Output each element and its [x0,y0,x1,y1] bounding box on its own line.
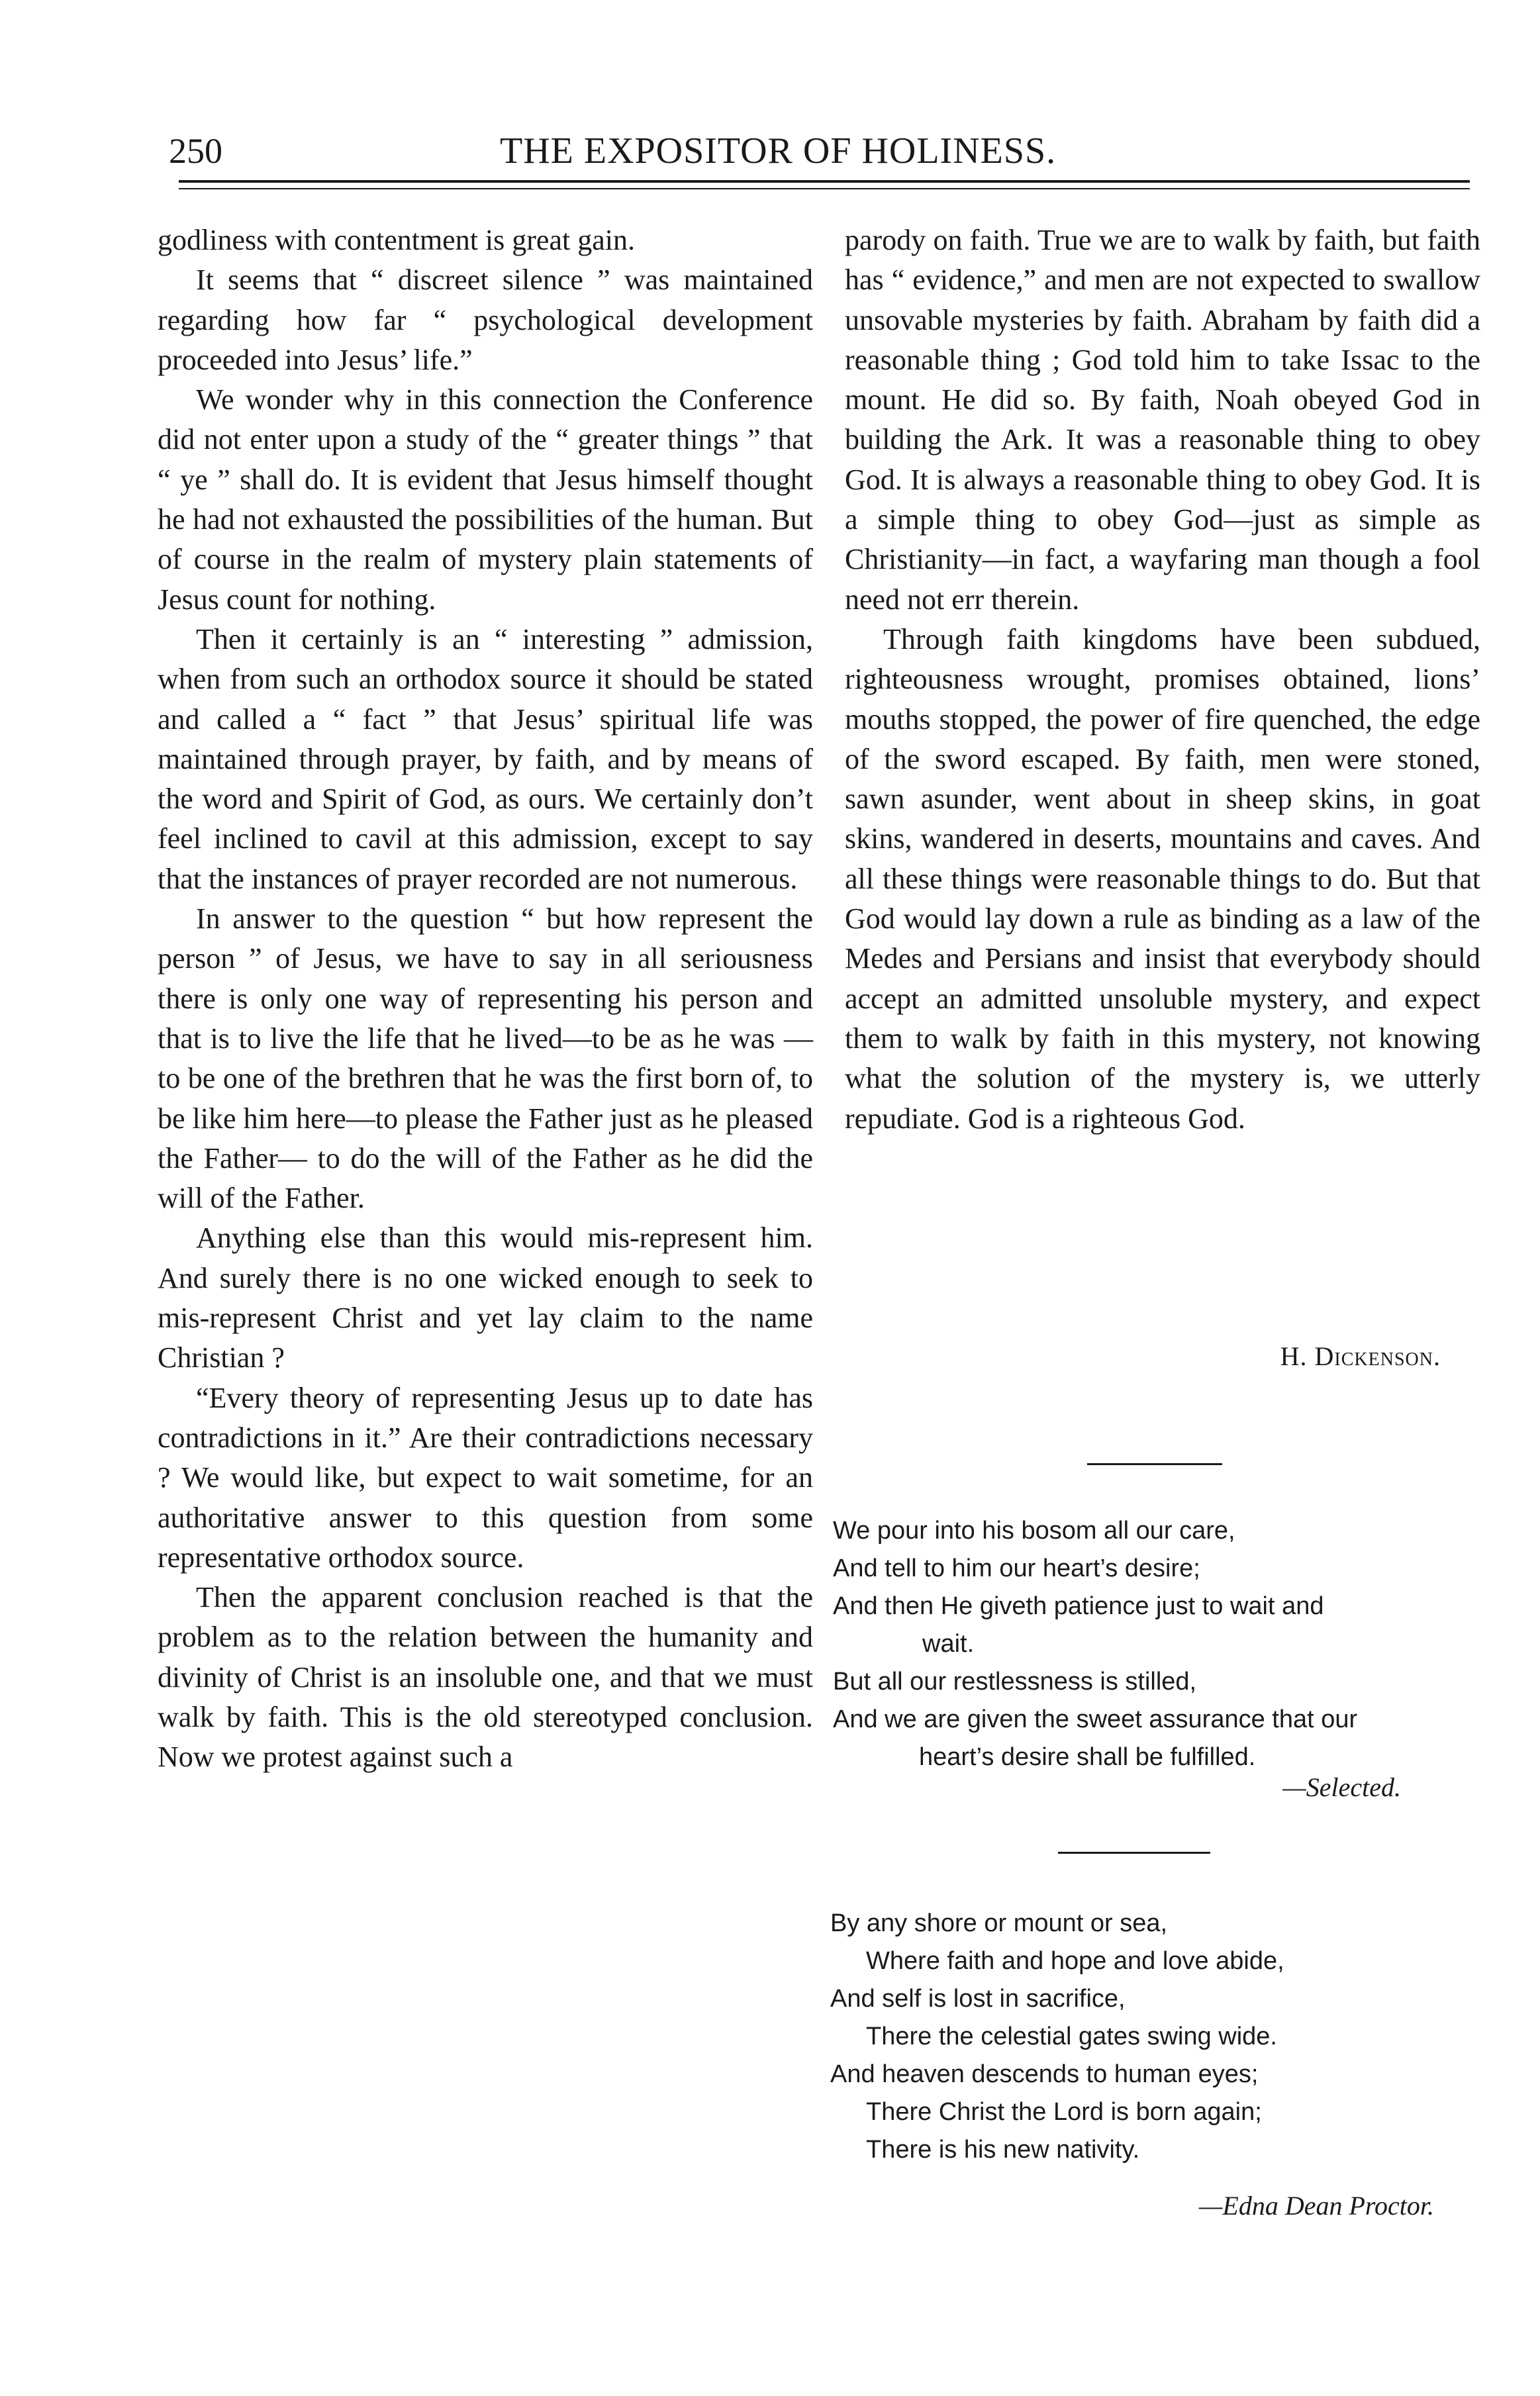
poem-line: There is his new nativity. [866,2136,1140,2164]
poem-line: There the celestial gates swing wide. [866,2023,1277,2050]
page-number: 250 [169,131,222,171]
paragraph: Anything else than this would mis-represent him. And surely there is no one wicked enough to seek to mis-represent Christ and yet lay claim to the name Christian ? [158,1222,813,1374]
poem-selected [833,1512,1482,1776]
paragraph: “Every theory of representing Jesus up to date has contradictions in it.” Are their contradictions necessary ? We would like, but expect to wait sometime, for an authoritative answer to this question from some representative orthodox source. [158,1381,813,1574]
paragraph: parody on faith. True we are to walk by faith, but faith has “ evidence,” and men are not expected to swallow unsovable mysteries by faith. Abraham by faith did a reasonable thing ; God told him to take Issac to the mount. He did so. By faith, Noah obeyed God in building the Ark. It was a reasonable thing to obey God. It is always a reasonable thing to obey God. It is a simple thing to obey God—just as simple as Christianity—in fact, a wayfaring man though a fool need not err therein. [845,224,1480,616]
header-rule-thin [179,188,1470,189]
paragraph: We wonder why in this connection the Conference did not enter upon a study of the “ greater things ” that “ ye ” shall do. It is evident that Jesus himself thought he had not exhausted the possibilities of the human. But of course in the realm of mystery plain statements of Jesus count for nothing. [158,383,813,616]
paragraph: In answer to the question “ but how represent the person ” of Jesus, we have to say in all seriousness there is only one way of representing his person and that is to live the life that he lived—to be as he was —to be one of the brethren that he was the first born of, to be like him here—to please the Father just as he pleased the Father— to do the will of the Father as he did the will of the Father. [158,902,813,1215]
paragraph: godliness with contentment is great gain. [158,224,635,256]
poem-line: And tell to him our heart’s desire; [833,1555,1200,1582]
poem-line: By any shore or mount or sea, [830,1909,1168,1937]
poem-line: We pour into his bosom all our care, [833,1517,1235,1545]
poem-line: Where faith and hope and love abide, [866,1947,1284,1975]
poem-line: And self is lost in sacrifice, [830,1985,1126,2013]
poem-line: But all our restlessness is stilled, [833,1668,1197,1696]
author-signature: H. Dickenson. [1280,1341,1441,1371]
poem-proctor [830,1905,1479,2169]
poem-line: heart’s desire shall be fulfilled. [919,1743,1256,1771]
right-column [845,220,1480,1139]
poem-line: And then He giveth patience just to wait and [833,1592,1324,1620]
left-column [158,220,813,1778]
page-header [169,124,1486,177]
poem-line: wait. [922,1630,975,1658]
section-divider [1087,1463,1222,1465]
poem-attribution: —Edna Dean Proctor. [1198,2191,1434,2221]
paragraph: Through faith kingdoms have been subdued, righteousness wrought, promises obtained, lions’ mouths stopped, the power of fire quenched, the edge of the sword escaped. By faith, men were stoned, sawn asunder, went about in sheep skins, in goat skins, wandered in deserts, mountains and caves. And all these things were reasonable things to do. But that God would lay down a rule as binding as a law of the Medes and Persians and insist that everybody should accept an admitted unsoluble mystery, and expect them to walk by faith in this mystery, not knowing what the solution of the mystery is, we utterly repudiate. God is a righteous God. [845,622,1480,1135]
poem-line: There Christ the Lord is born again; [866,2098,1262,2126]
section-divider [1058,1852,1210,1854]
running-head: THE EXPOSITOR OF HOLINESS. [500,130,1057,171]
paragraph: It seems that “ discreet silence ” was maintained regarding how far “ psychological development proceeded into Jesus’ life.” [158,264,813,376]
paragraph: Then it certainly is an “ interesting ” admission, when from such an orthodox source it should be stated and called a “ fact ” that Jesus’ spiritual life was maintained through prayer, by faith, and by means of the word and Spirit of God, as ours. We certainly don’t feel inclined to cavil at this admission, except to say that the instances of prayer recorded are not numerous. [158,622,813,895]
poem-attribution: —Selected. [1282,1772,1401,1802]
paragraph: Then the apparent conclusion reached is that the problem as to the relation between the humanity and divinity of Christ is an insoluble one, and that we must walk by faith. This is the old stereotyped conclusion. Now we protest against such a [158,1581,813,1774]
header-rule [179,180,1470,183]
poem-line: And we are given the sweet assurance that our [833,1705,1358,1733]
poem-line: And heaven descends to human eyes; [830,2060,1259,2088]
